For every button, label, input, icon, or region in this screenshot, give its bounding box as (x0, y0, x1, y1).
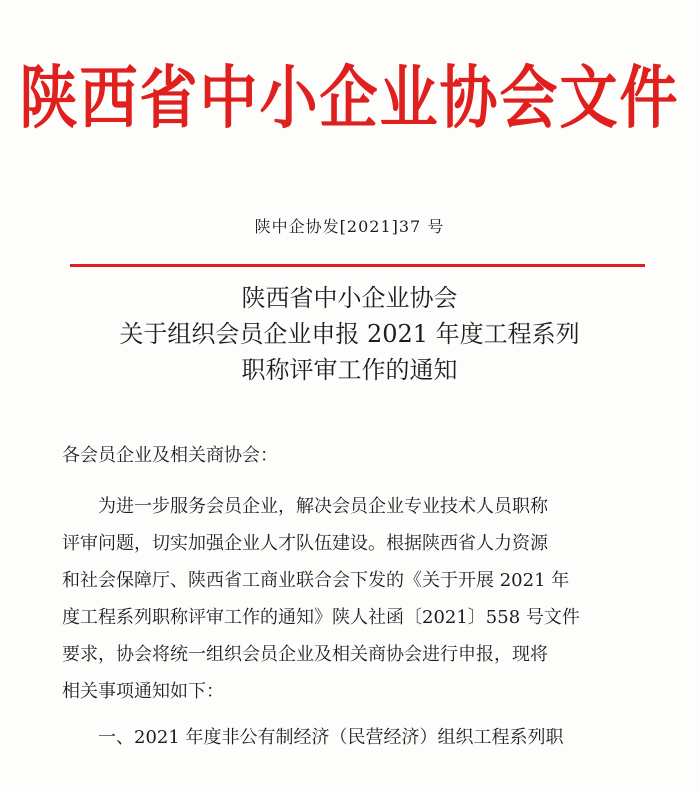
body-line-5: 要求，协会将统一组织会员企业及相关商协会进行申报，现将 (62, 644, 548, 665)
body-line-4: 度工程系列职称评审工作的通知》陕人社函〔2021〕558 号文件 (62, 607, 580, 628)
document-number: 陕中企协发[2021]37 号 (254, 217, 445, 236)
salutation: 各会员企业及相关商协会： (62, 445, 278, 466)
body-line-1: 为进一步服务会员企业，解决会员企业专业技术人员职称 (62, 496, 548, 517)
section-heading-1: 一、2021 年度非公有制经济（民营经济）组织工程系列职 (62, 727, 564, 748)
body-line-3: 和社会保障厅、陕西省工商业联合会下发的《关于开展 2021 年 (62, 570, 570, 591)
title-line-1: 陕西省中小企业协会 (241, 284, 458, 312)
document-masthead: 陕西省中小企业协会文件 (19, 57, 680, 139)
title-line-2: 关于组织会员企业申报 2021 年度工程系列 (119, 320, 580, 348)
body-line-2: 评审问题，切实加强企业人才队伍建设。根据陕西省人力资源 (62, 533, 548, 554)
title-line-3: 职称评审工作的通知 (241, 356, 458, 384)
red-divider (70, 264, 645, 267)
body-line-6: 相关事项通知如下： (62, 681, 224, 702)
